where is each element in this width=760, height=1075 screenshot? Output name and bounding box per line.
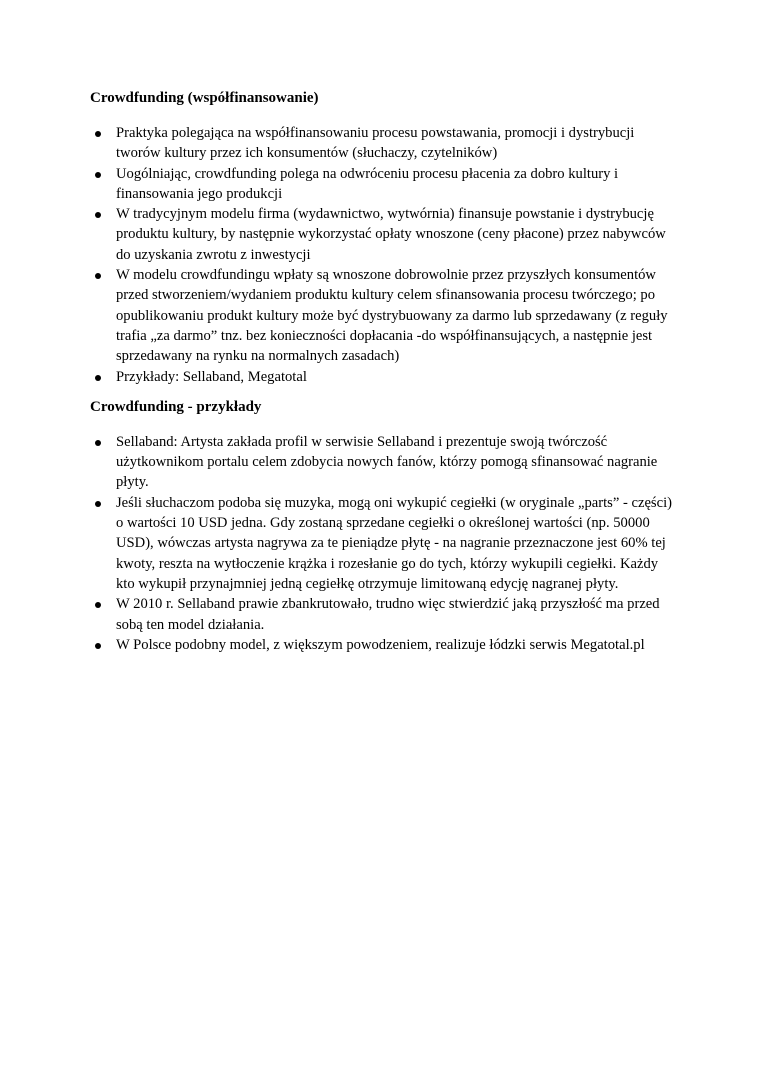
- list-item: [90, 204, 680, 265]
- bullet-icon: [95, 273, 101, 279]
- bullet-list-examples: [90, 432, 680, 655]
- list-item-text: Uogólniając, crowdfunding polega na odwróceniu procesu płacenia za dobro kultury i finansowania jego produkcji: [116, 165, 619, 202]
- list-item-text: W 2010 r. Sellaband prawie zbankrutowało, trudno więc stwierdzić jaką przyszłość ma przed sobą ten model działania.: [116, 596, 660, 633]
- list-item: [90, 123, 680, 164]
- bullet-icon: [95, 375, 101, 381]
- bullet-icon: [95, 643, 101, 649]
- section-heading-crowdfunding: Crowdfunding (współfinansowanie): [90, 90, 319, 106]
- list-item-text: Przykłady: Sellaband, Megatotal: [116, 368, 307, 385]
- list-item-text: Praktyka polegająca na współfinansowaniu procesu powstawania, promocji i dystrybucji tworów kultury przez ich konsumentów (słuchaczy, czytelników): [116, 125, 635, 162]
- list-item: [90, 265, 680, 366]
- list-item: [90, 164, 680, 205]
- bullet-icon: [95, 440, 101, 446]
- bullet-icon: [95, 602, 101, 608]
- list-item: [90, 635, 680, 655]
- bullet-icon: [95, 212, 101, 218]
- bullet-list-definitions: [90, 123, 680, 387]
- bullet-icon: [95, 172, 101, 178]
- bullet-icon: [95, 501, 101, 507]
- list-item-text: W modelu crowdfundingu wpłaty są wnoszone dobrowolnie przez przyszłych konsumentów przed stworzeniem/wydaniem produktu kultury celem sfinansowania procesu twórczego; po opublikowaniu produkt kultury może być dystrybuowany za darmo lub sprzedawany (z reguły trafia „za darmo” tnz. bez konieczności dopłacania -do współfinansujących, a następnie jest sprzedawany na rynku na normalnych zasadach): [116, 267, 668, 365]
- section-heading-examples: Crowdfunding - przykłady: [90, 398, 262, 415]
- list-item-text: Jeśli słuchaczom podoba się muzyka, mogą oni wykupić cegiełki (w oryginale „parts” - części) o wartości 10 USD jedna. Gdy zostaną sprzedane cegiełki o określonej wartości (np. 50000 USD), wówczas artysta nagrywa za te pieniądze płytę - na nagranie przeznaczone jest 60% tej kwoty, reszta na wytłoczenie krążka i rozesłanie go do tych, którzy wykupili cegiełki. Każdy kto wykupił przynajmniej jedną cegiełkę otrzymuje limitowaną edycję nagranej płyty.: [116, 494, 672, 592]
- document-page: [90, 88, 680, 665]
- list-item-text: W Polsce podobny model, z większym powodzeniem, realizuje łódzki serwis Megatotal.pl: [116, 636, 645, 653]
- list-item-text: Sellaband: Artysta zakłada profil w serwisie Sellaband i prezentuje swoją twórczość użytkownikom portalu celem zdobycia nowych fanów, którzy pomogą sfinansować nagranie płyty.: [116, 433, 658, 491]
- bullet-icon: [95, 131, 101, 137]
- list-item: [90, 432, 680, 493]
- list-item-text: W tradycyjnym modelu firma (wydawnictwo, wytwórnia) finansuje powstanie i dystrybucję produktu kultury, by następnie wykorzystać opłaty wnoszone (ceny płacone) przez nabywców do uzyskania zwrotu z inwestycji: [116, 206, 666, 263]
- list-item: [90, 367, 680, 387]
- list-item: [90, 493, 680, 594]
- list-item: [90, 594, 680, 635]
